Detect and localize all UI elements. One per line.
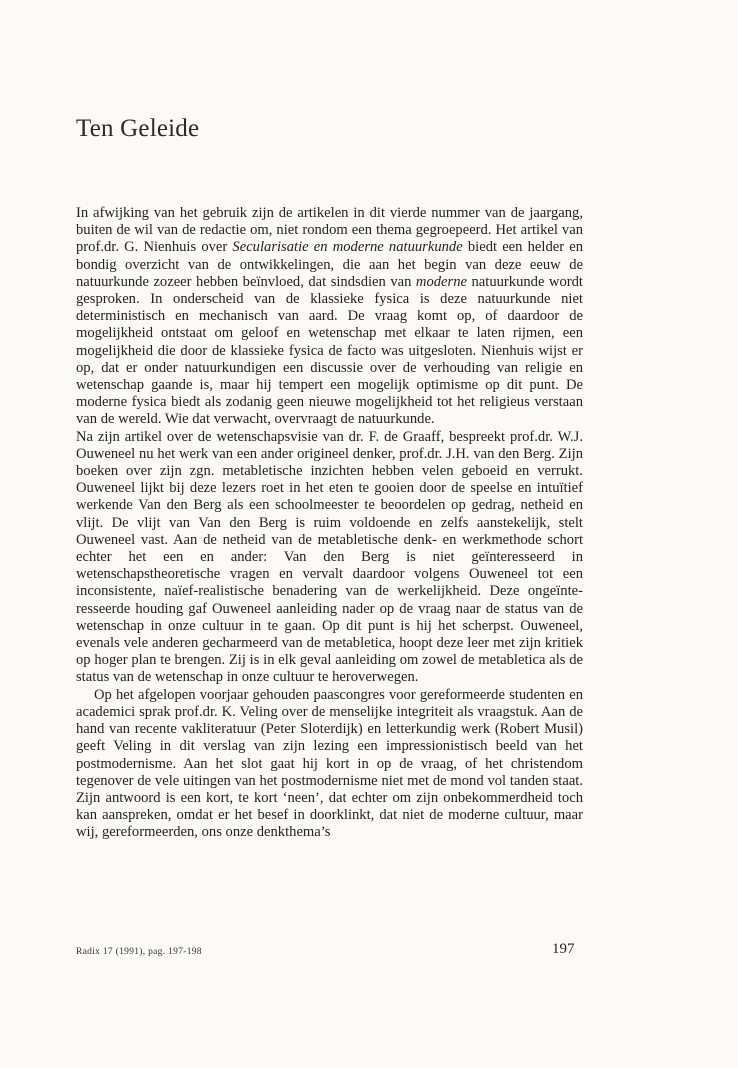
body-paragraph <box>76 687 583 842</box>
paragraph-text: Op het afgelopen voorjaar gehouden paascongres voor gereformeerde studenten en academici sprak prof.dr. K. Veling over de menselijke integriteit als vraagstuk. Aan de hand van recente vakliteratuur (Peter Sloterdijk) en letterkundig werk (Robert Musil) geeft Veling in dit verslag van zijn lezing een impressionistisch beeld van het postmodernisme. Aan het slot gaat hij kort in op de vraag, of het christendom tegenover de vele uitingen van het postmodernisme niet met de mond vol tanden staat. Zijn antwoord is een kort, te kort ‘neen’, dat echter om zijn onbekommerdheid toch kan aanspreken, omdat er het besef in doorklinkt, dat niet de moderne cultuur, maar wij, gereformeerden, ons onze denkthema’s <box>76 686 583 841</box>
footer-source-citation: Radix 17 (1991), pag. 197-198 <box>76 947 202 957</box>
italic-title-text: Secularisatie en moderne natuurkunde <box>232 239 463 256</box>
paragraph-text: In afwijking van het gebruik zijn de artikelen in dit vierde nummer van de jaargang, buiten de wil van de redactie om, niet rondom een thema gegroepeerd. Het artikel van prof.dr. G. Nienhuis over <box>76 205 583 256</box>
paragraph-text: Na zijn artikel over de wetenschapsvisie van dr. F. de Graaff, bespreekt prof.dr. W.J. Ouweneel nu het werk van een ander origineel denker, prof.dr. J.H. van den Berg. Zijn boeken over zijn zgn. metabletische inzichten hebben velen geboeid en verrukt. Ouweneel lijkt bij deze lezers roet in het eten te gooien door de speelse en intuïtief werkende Van den Berg als een schoolmeester te beoordelen op gedrag, netheid en vlijt. De vlijt van Van den Berg is ruim voldoende en zelfs aanstekelijk, stelt Ouweneel vast. Aan de netheid van de metabletische denk- en werkmethode schort echter het een en ander: Van den Berg is niet geïnteresseerd in wetenschapstheoretische vragen en vervalt daardoor volgens Ouweneel tot een inconsistente, naïef-realistische benadering van de werkelijkheid. Deze ongeïnteresseerde houding gaf Ouweneel aanleiding nader op de vraag naar de status van de wetenschap in onze cultuur in te gaan. Op dit punt is hij het scherpst. Ouweneel, evenals vele anderen gecharmeerd van de metabletica, hoopt deze leer met zijn kritiek op hoger plan te brengen. Zij is in elk geval aanleiding om zowel de metabletica als de status van de wetenschap in onze cultuur te heroverwegen. <box>76 428 583 686</box>
paragraph-text: natuurkunde wordt gesproken. In onderscheid van de klassieke fysica is deze natuurkunde niet deterministisch en mechanisch van aard. De vraag komt op, of daardoor de mogelijkheid ontstaat om geloof en wetenschap met elkaar te laten rijmen, een mogelijkheid die door de klassieke fysica de facto was uitgesloten. Nienhuis wijst er op, dat er onder natuurkundigen een discussie over de verhouding van religie en wetenschap gaande is, maar hij tempert een mogelijk optimisme op dit punt. De moderne fysica biedt als zodanig geen nieuwe mogelijkheid tot het religieus verstaan van de wereld. Wie dat verwacht, overvraagt de natuurkunde. <box>76 273 583 428</box>
footer-page-number: 197 <box>552 941 575 957</box>
article-body <box>76 205 583 842</box>
body-paragraph <box>76 205 583 429</box>
italic-title-text: moderne <box>415 273 467 290</box>
body-paragraph <box>76 429 583 687</box>
page-title: Ten Geleide <box>76 114 200 142</box>
paragraph-text: biedt een helder en bondig overzicht van de ontwikkelingen, die aan het begin van deze eeuw de natuurkunde zozeer hebben beïnvloed, dat sindsdien van <box>76 239 584 290</box>
